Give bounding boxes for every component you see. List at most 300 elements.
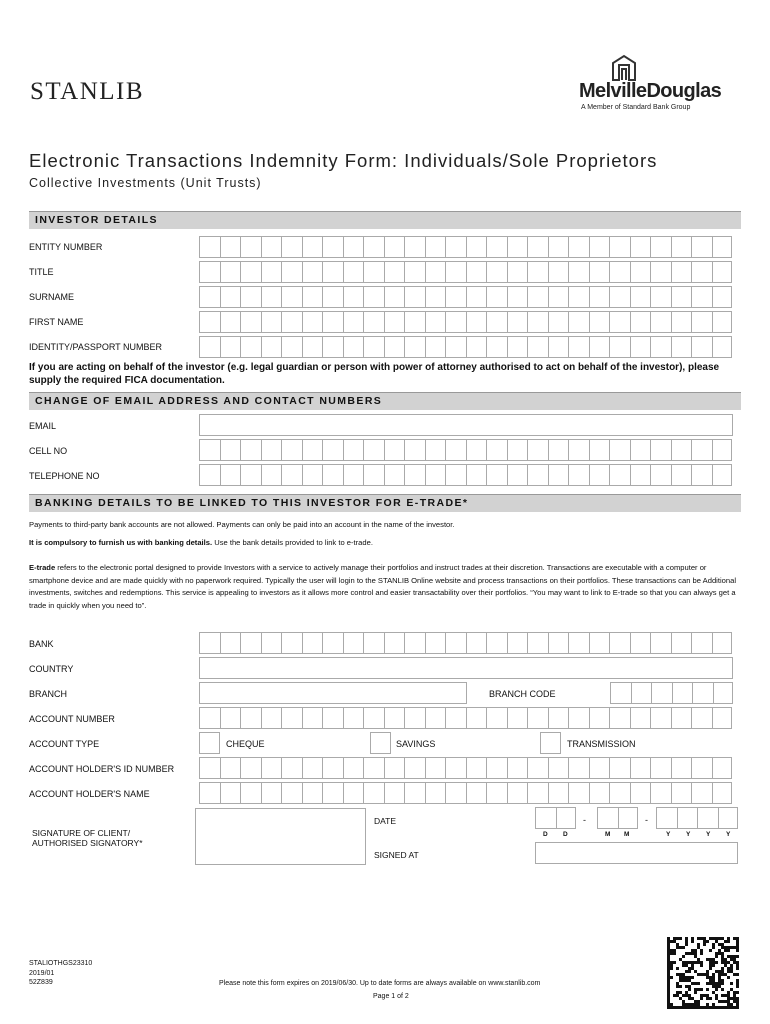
input-cell[interactable] [445,782,466,804]
input-cell[interactable] [240,632,261,654]
input-cell[interactable] [671,707,692,729]
input-cell[interactable] [712,236,733,258]
input-cell[interactable] [322,286,343,308]
input-cell[interactable] [527,757,548,779]
input-cell[interactable] [656,807,677,829]
input-cell[interactable] [281,782,302,804]
input-cell[interactable] [240,236,261,258]
input-cell[interactable] [630,782,651,804]
input-cell[interactable] [384,236,405,258]
input-cell[interactable] [466,236,487,258]
input-cell[interactable] [486,311,507,333]
input-cell[interactable] [630,757,651,779]
input-cell[interactable] [199,757,220,779]
input-cell[interactable] [404,464,425,486]
input-cell[interactable] [302,439,323,461]
input-cell[interactable] [589,464,610,486]
input-cell[interactable] [609,782,630,804]
input-cell[interactable] [404,236,425,258]
input-cell[interactable] [240,757,261,779]
telephone-field[interactable] [199,464,732,486]
input-cell[interactable] [466,311,487,333]
input-cell[interactable] [486,464,507,486]
input-cell[interactable] [425,632,446,654]
input-cell[interactable] [302,286,323,308]
input-cell[interactable] [507,311,528,333]
input-cell[interactable] [363,632,384,654]
signature-box[interactable] [195,808,366,865]
input-cell[interactable] [384,439,405,461]
input-cell[interactable] [527,782,548,804]
input-cell[interactable] [445,464,466,486]
input-cell[interactable] [691,236,712,258]
input-cell[interactable] [527,236,548,258]
input-cell[interactable] [302,707,323,729]
input-cell[interactable] [220,707,241,729]
input-cell[interactable] [527,286,548,308]
input-cell[interactable] [548,439,569,461]
input-cell[interactable] [556,807,577,829]
input-cell[interactable] [220,286,241,308]
input-cell[interactable] [281,261,302,283]
input-cell[interactable] [445,439,466,461]
input-cell[interactable] [384,707,405,729]
input-cell[interactable] [650,261,671,283]
input-cell[interactable] [609,632,630,654]
input-cell[interactable] [261,336,282,358]
input-cell[interactable] [425,782,446,804]
input-cell[interactable] [672,682,693,704]
input-cell[interactable] [650,439,671,461]
input-cell[interactable] [384,757,405,779]
input-cell[interactable] [261,757,282,779]
id-passport-field[interactable] [199,336,732,358]
input-cell[interactable] [589,757,610,779]
input-cell[interactable] [261,632,282,654]
input-cell[interactable] [199,464,220,486]
input-cell[interactable] [507,782,528,804]
input-cell[interactable] [199,261,220,283]
input-cell[interactable] [343,261,364,283]
input-cell[interactable] [199,336,220,358]
input-cell[interactable] [671,757,692,779]
input-cell[interactable] [261,439,282,461]
input-cell[interactable] [718,807,739,829]
input-cell[interactable] [261,707,282,729]
input-cell[interactable] [199,707,220,729]
input-cell[interactable] [691,261,712,283]
input-cell[interactable] [363,311,384,333]
input-cell[interactable] [281,757,302,779]
input-cell[interactable] [220,632,241,654]
input-cell[interactable] [384,464,405,486]
surname-field[interactable] [199,286,732,308]
input-cell[interactable] [322,464,343,486]
input-cell[interactable] [712,286,733,308]
country-field[interactable] [199,657,733,679]
input-cell[interactable] [527,261,548,283]
input-cell[interactable] [445,236,466,258]
input-cell[interactable] [630,286,651,308]
input-cell[interactable] [445,707,466,729]
input-cell[interactable] [713,682,734,704]
input-cell[interactable] [220,782,241,804]
input-cell[interactable] [425,439,446,461]
input-cell[interactable] [404,311,425,333]
input-cell[interactable] [650,632,671,654]
input-cell[interactable] [466,336,487,358]
input-cell[interactable] [363,236,384,258]
input-cell[interactable] [240,336,261,358]
input-cell[interactable] [425,311,446,333]
input-cell[interactable] [363,261,384,283]
input-cell[interactable] [363,439,384,461]
input-cell[interactable] [650,757,671,779]
input-cell[interactable] [261,286,282,308]
input-cell[interactable] [425,464,446,486]
input-cell[interactable] [651,682,672,704]
input-cell[interactable] [671,311,692,333]
input-cell[interactable] [609,236,630,258]
date-year-field[interactable] [656,807,738,829]
input-cell[interactable] [302,757,323,779]
input-cell[interactable] [671,336,692,358]
input-cell[interactable] [343,632,364,654]
input-cell[interactable] [302,261,323,283]
input-cell[interactable] [445,632,466,654]
input-cell[interactable] [466,286,487,308]
input-cell[interactable] [466,757,487,779]
input-cell[interactable] [609,311,630,333]
input-cell[interactable] [240,464,261,486]
input-cell[interactable] [712,261,733,283]
input-cell[interactable] [548,236,569,258]
input-cell[interactable] [527,707,548,729]
input-cell[interactable] [486,261,507,283]
input-cell[interactable] [589,336,610,358]
input-cell[interactable] [281,464,302,486]
entity-number-field[interactable] [199,236,732,258]
holder-id-field[interactable] [199,757,732,779]
input-cell[interactable] [609,707,630,729]
input-cell[interactable] [486,286,507,308]
input-cell[interactable] [507,261,528,283]
input-cell[interactable] [486,439,507,461]
input-cell[interactable] [589,439,610,461]
input-cell[interactable] [527,464,548,486]
signed-at-field[interactable] [535,842,738,864]
input-cell[interactable] [240,261,261,283]
input-cell[interactable] [343,236,364,258]
input-cell[interactable] [404,707,425,729]
input-cell[interactable] [609,757,630,779]
input-cell[interactable] [630,707,651,729]
input-cell[interactable] [630,632,651,654]
input-cell[interactable] [712,757,733,779]
input-cell[interactable] [302,236,323,258]
input-cell[interactable] [548,286,569,308]
input-cell[interactable] [425,336,446,358]
input-cell[interactable] [363,336,384,358]
input-cell[interactable] [466,439,487,461]
input-cell[interactable] [589,707,610,729]
input-cell[interactable] [281,286,302,308]
input-cell[interactable] [240,439,261,461]
input-cell[interactable] [630,464,651,486]
input-cell[interactable] [609,336,630,358]
input-cell[interactable] [425,286,446,308]
input-cell[interactable] [631,682,652,704]
input-cell[interactable] [712,707,733,729]
input-cell[interactable] [384,286,405,308]
input-cell[interactable] [597,807,618,829]
input-cell[interactable] [630,336,651,358]
input-cell[interactable] [568,757,589,779]
input-cell[interactable] [671,286,692,308]
input-cell[interactable] [691,336,712,358]
input-cell[interactable] [486,236,507,258]
input-cell[interactable] [691,707,712,729]
input-cell[interactable] [568,286,589,308]
input-cell[interactable] [261,464,282,486]
input-cell[interactable] [589,236,610,258]
input-cell[interactable] [691,632,712,654]
input-cell[interactable] [302,464,323,486]
input-cell[interactable] [404,336,425,358]
savings-checkbox[interactable] [370,732,391,754]
input-cell[interactable] [281,236,302,258]
input-cell[interactable] [650,236,671,258]
branch-field[interactable] [199,682,467,704]
cheque-checkbox[interactable] [199,732,220,754]
input-cell[interactable] [220,439,241,461]
input-cell[interactable] [535,807,556,829]
input-cell[interactable] [343,336,364,358]
input-cell[interactable] [466,707,487,729]
input-cell[interactable] [199,311,220,333]
input-cell[interactable] [404,757,425,779]
input-cell[interactable] [281,439,302,461]
first-name-field[interactable] [199,311,732,333]
title-field[interactable] [199,261,732,283]
input-cell[interactable] [363,757,384,779]
input-cell[interactable] [589,782,610,804]
input-cell[interactable] [486,782,507,804]
input-cell[interactable] [589,311,610,333]
input-cell[interactable] [281,632,302,654]
input-cell[interactable] [240,286,261,308]
input-cell[interactable] [548,707,569,729]
input-cell[interactable] [466,782,487,804]
input-cell[interactable] [548,311,569,333]
input-cell[interactable] [240,311,261,333]
input-cell[interactable] [589,286,610,308]
input-cell[interactable] [281,311,302,333]
input-cell[interactable] [384,632,405,654]
account-number-field[interactable] [199,707,732,729]
input-cell[interactable] [609,261,630,283]
input-cell[interactable] [712,439,733,461]
input-cell[interactable] [466,464,487,486]
input-cell[interactable] [486,707,507,729]
input-cell[interactable] [548,632,569,654]
input-cell[interactable] [220,757,241,779]
input-cell[interactable] [671,782,692,804]
input-cell[interactable] [610,682,631,704]
input-cell[interactable] [691,439,712,461]
input-cell[interactable] [712,311,733,333]
input-cell[interactable] [199,439,220,461]
input-cell[interactable] [220,464,241,486]
input-cell[interactable] [589,261,610,283]
input-cell[interactable] [343,707,364,729]
input-cell[interactable] [466,632,487,654]
input-cell[interactable] [343,782,364,804]
input-cell[interactable] [261,311,282,333]
input-cell[interactable] [199,632,220,654]
input-cell[interactable] [691,464,712,486]
input-cell[interactable] [712,336,733,358]
input-cell[interactable] [618,807,639,829]
input-cell[interactable] [568,632,589,654]
input-cell[interactable] [630,439,651,461]
input-cell[interactable] [322,439,343,461]
input-cell[interactable] [302,311,323,333]
input-cell[interactable] [650,311,671,333]
holder-name-field[interactable] [199,782,732,804]
input-cell[interactable] [691,782,712,804]
input-cell[interactable] [220,236,241,258]
input-cell[interactable] [302,782,323,804]
email-field[interactable] [199,414,733,436]
input-cell[interactable] [322,261,343,283]
input-cell[interactable] [486,336,507,358]
input-cell[interactable] [527,632,548,654]
input-cell[interactable] [322,707,343,729]
input-cell[interactable] [363,464,384,486]
input-cell[interactable] [343,439,364,461]
input-cell[interactable] [199,286,220,308]
input-cell[interactable] [507,632,528,654]
input-cell[interactable] [445,757,466,779]
input-cell[interactable] [548,757,569,779]
input-cell[interactable] [384,311,405,333]
transmission-checkbox[interactable] [540,732,561,754]
input-cell[interactable] [692,682,713,704]
input-cell[interactable] [425,261,446,283]
date-day-field[interactable] [535,807,576,829]
input-cell[interactable] [527,311,548,333]
input-cell[interactable] [466,261,487,283]
input-cell[interactable] [404,632,425,654]
input-cell[interactable] [384,261,405,283]
input-cell[interactable] [671,632,692,654]
input-cell[interactable] [671,236,692,258]
input-cell[interactable] [404,286,425,308]
input-cell[interactable] [199,782,220,804]
input-cell[interactable] [404,261,425,283]
input-cell[interactable] [343,286,364,308]
input-cell[interactable] [261,261,282,283]
input-cell[interactable] [548,782,569,804]
input-cell[interactable] [568,311,589,333]
input-cell[interactable] [220,336,241,358]
input-cell[interactable] [322,236,343,258]
input-cell[interactable] [343,464,364,486]
input-cell[interactable] [261,236,282,258]
input-cell[interactable] [697,807,718,829]
input-cell[interactable] [445,261,466,283]
input-cell[interactable] [568,336,589,358]
input-cell[interactable] [568,782,589,804]
input-cell[interactable] [445,336,466,358]
input-cell[interactable] [671,464,692,486]
input-cell[interactable] [712,632,733,654]
input-cell[interactable] [507,236,528,258]
input-cell[interactable] [322,311,343,333]
input-cell[interactable] [650,286,671,308]
input-cell[interactable] [486,757,507,779]
input-cell[interactable] [302,336,323,358]
input-cell[interactable] [343,757,364,779]
input-cell[interactable] [507,439,528,461]
branch-code-field[interactable] [610,682,733,704]
date-month-field[interactable] [597,807,638,829]
input-cell[interactable] [384,782,405,804]
input-cell[interactable] [630,311,651,333]
input-cell[interactable] [445,286,466,308]
input-cell[interactable] [384,336,405,358]
input-cell[interactable] [445,311,466,333]
input-cell[interactable] [322,632,343,654]
input-cell[interactable] [507,286,528,308]
input-cell[interactable] [199,236,220,258]
input-cell[interactable] [650,336,671,358]
input-cell[interactable] [609,464,630,486]
input-cell[interactable] [507,336,528,358]
input-cell[interactable] [691,757,712,779]
input-cell[interactable] [363,707,384,729]
input-cell[interactable] [220,261,241,283]
input-cell[interactable] [281,707,302,729]
input-cell[interactable] [527,336,548,358]
input-cell[interactable] [671,261,692,283]
input-cell[interactable] [507,757,528,779]
input-cell[interactable] [568,236,589,258]
input-cell[interactable] [568,439,589,461]
input-cell[interactable] [240,782,261,804]
input-cell[interactable] [712,464,733,486]
cell-no-field[interactable] [199,439,732,461]
input-cell[interactable] [404,439,425,461]
input-cell[interactable] [302,632,323,654]
input-cell[interactable] [486,632,507,654]
input-cell[interactable] [322,782,343,804]
input-cell[interactable] [507,707,528,729]
input-cell[interactable] [404,782,425,804]
input-cell[interactable] [650,464,671,486]
input-cell[interactable] [548,464,569,486]
input-cell[interactable] [650,782,671,804]
input-cell[interactable] [548,336,569,358]
input-cell[interactable] [425,236,446,258]
input-cell[interactable] [677,807,698,829]
input-cell[interactable] [568,707,589,729]
input-cell[interactable] [691,311,712,333]
input-cell[interactable] [322,336,343,358]
input-cell[interactable] [671,439,692,461]
input-cell[interactable] [261,782,282,804]
